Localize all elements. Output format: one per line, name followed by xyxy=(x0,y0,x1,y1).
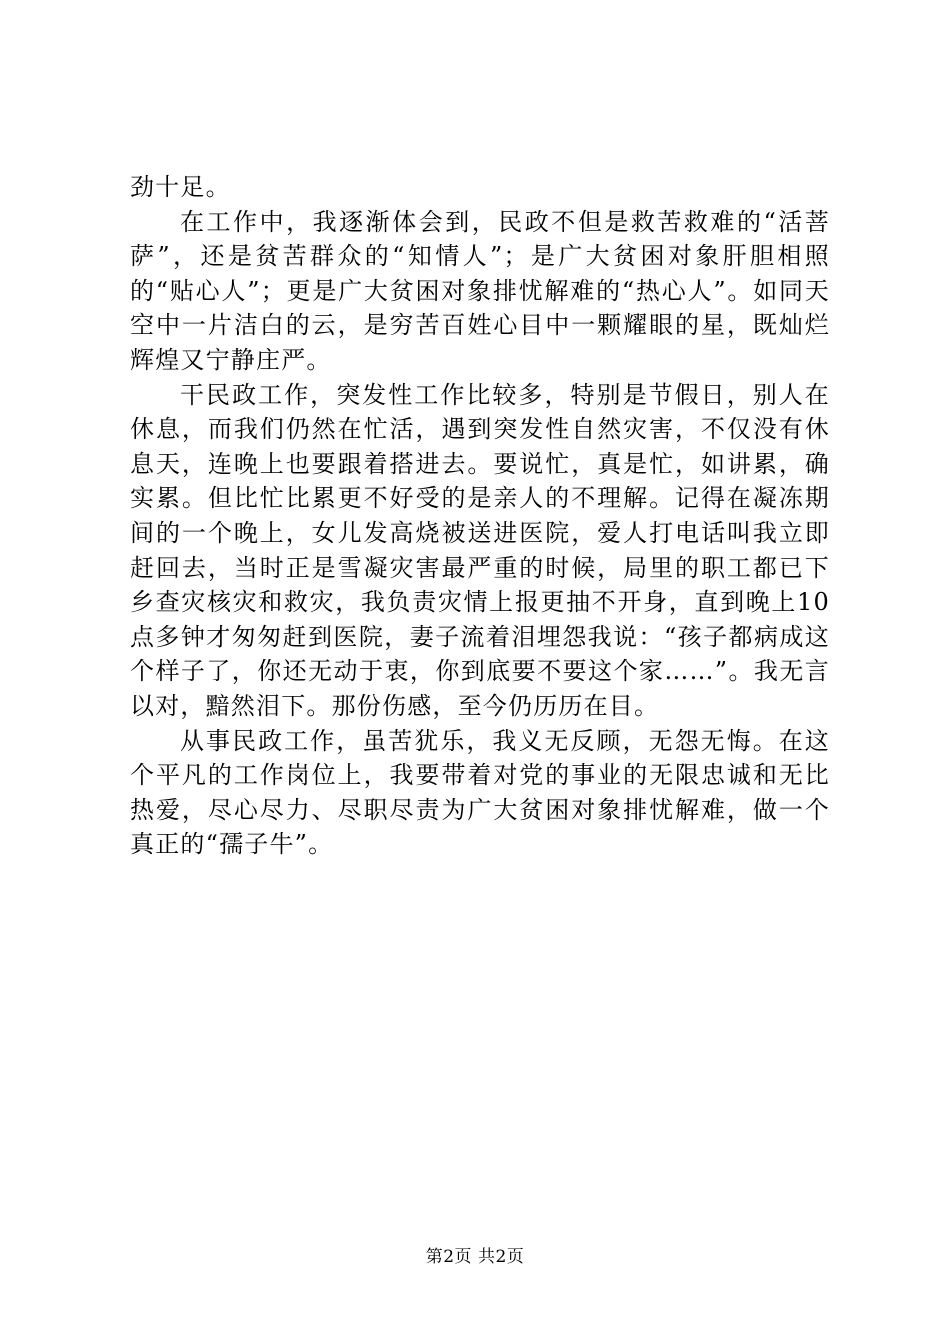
paragraph-2: 在工作中，我逐渐体会到，民政不但是救苦救难的“活菩萨”，还是贫苦群众的“知情人”；是广大贫困对象肝胆相照的“贴心人”；更是广大贫困对象排忧解难的“热心人”。如同天空中一片洁白的云，是穷苦百姓心目中一颗耀眼的星，既灿烂辉煌又宁静庄严。 xyxy=(130,207,830,374)
document-body xyxy=(130,170,830,862)
paragraph-3: 干民政工作，突发性工作比较多，特别是节假日，别人在休息，而我们仍然在忙活，遇到突发性自然灾害，不仅没有休息天，连晚上也要跟着搭进去。要说忙，真是忙，如讲累，确实累。但比忙比累更不好受的是亲人的不理解。记得在凝冻期间的一个晚上，女儿发高烧被送进医院，爱人打电话叫我立即赶回去，当时正是雪凝灾害最严重的时候，局里的职工都已下乡查灾核灾和救灾，我负责灾情上报更抽不开身，直到晚上10点多钟才匆匆赶到医院，妻子流着泪埋怨我说：“孩子都病成这个样子了，你还无动于衷，你到底要不要这个家……”。我无言以对，黯然泪下。那份伤感，至今仍历历在目。 xyxy=(130,380,830,720)
paragraph-4: 从事民政工作，虽苦犹乐，我义无反顾，无怨无悔。在这个平凡的工作岗位上，我要带着对党的事业的无限忠诚和无比热爱，尽心尽力、尽职尽责为广大贫困对象排忧解难，做一个真正的“孺子牛”。 xyxy=(130,726,830,859)
page-footer: 第2页 共2页 xyxy=(425,1247,525,1267)
paragraph-1: 劲十足。 xyxy=(130,173,231,201)
